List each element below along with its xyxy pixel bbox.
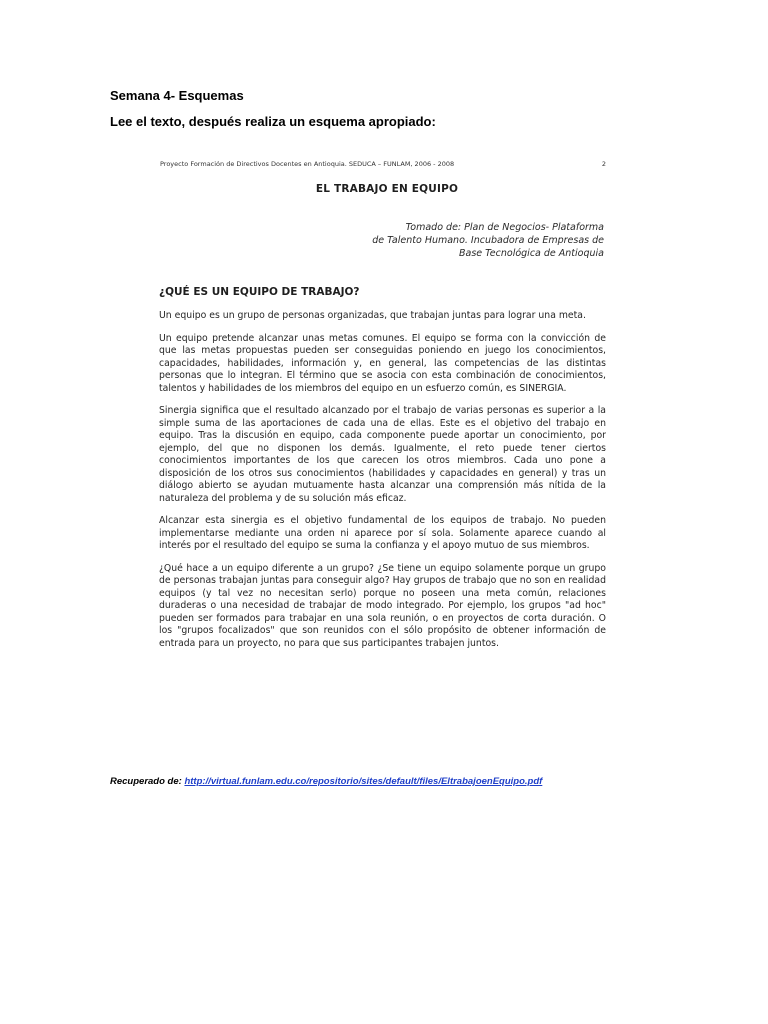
scan-page-number: 2 [601, 160, 606, 168]
citation-label: Recuperado de: [110, 776, 185, 787]
scan-paragraph: Un equipo pretende alcanzar unas metas comunes. El equipo se forma con la convicción de que las metas propuestas pueden ser conseguidas poniendo en juego los conocimientos, capacidades, habilidades, información y, en general, las competencias de las distintas personas que lo integran. El término que se asocia con esta combinación de conocimientos, talentos y habilidades de los miembros del equipo en un esfuerzo común, es SINERGIA. [159, 332, 606, 394]
source-link[interactable]: http://virtual.funlam.edu.co/repositorio/sites/default/files/EltrabajoenEquipo.pdf [184, 776, 543, 787]
scan-subtitle: ¿QUÉ ES UN EQUIPO DE TRABAJO? [159, 286, 360, 298]
scan-paragraph: Un equipo es un grupo de personas organizadas, que trabajan juntas para lograr una meta. [159, 310, 586, 321]
scan-running-header [160, 160, 606, 169]
scan-source-line: de Talento Humano. Incubadora de Empresas de [372, 235, 604, 246]
instruction-text: Lee el texto, después realiza un esquema apropiado: [110, 114, 436, 129]
scan-paragraph: ¿Qué hace a un equipo diferente a un grupo? ¿Se tiene un equipo solamente porque un grupo de personas trabajan juntas para conseguir algo? Hay grupos de trabajo que no son en realidad equipos (y tal vez no necesitan serlo) porque no poseen una meta común, relaciones duraderas o una necesidad de trabajar de modo integrado. Por ejemplo, los grupos "ad hoc" pueden ser formados para trabajar en una sola reunión, o en proyectos de corta duración. O los "grupos focalizados" que son reunidos con el sólo propósito de obtener información de entrada para un proyecto, no para que sus participantes trabajen juntos. [159, 562, 606, 649]
scan-header-text: Proyecto Formación de Directivos Docentes en Antioquia. SEDUCA – FUNLAM, 2006 - 2008 [160, 160, 455, 168]
scan-source-line: Tomado de: Plan de Negocios- Plataforma [405, 222, 604, 233]
scan-source-line: Base Tecnológica de Antioquia [459, 248, 604, 259]
scan-paragraph: Sinergia significa que el resultado alcanzado por el trabajo de varias personas es superior a la simple suma de las aportaciones de cada una de ellas. Este es el objetivo del trabajo en equipo. Tras la discusión en equipo, cada componente puede aportar un conocimiento, por ejemplo, del que no disponen los demás. Igualmente, el reto puede tener ciertos conocimientos importantes de los que carecen los otros miembros. Cada uno pone a disposición de los otros sus conocimientos (habilidades y capacidades en general) y tras un diálogo abierto se ayudan mutuamente hasta alcanzar una comprensión más nítida de la naturaleza del problema y de su solución más eficaz. [159, 405, 606, 504]
scanned-page-image [148, 150, 626, 750]
scan-body [159, 310, 606, 660]
scan-source-citation [372, 221, 604, 260]
scan-paragraph: Alcanzar esta sinergia es el objetivo fundamental de los equipos de trabajo. No pueden implementarse mediante una orden ni aparece por sí sola. Solamente aparece cuando al interés por el resultado del equipo se suma la confianza y el apoyo mutuo de sus miembros. [159, 515, 606, 551]
citation-footer [110, 776, 542, 787]
scan-title: EL TRABAJO EN EQUIPO [315, 183, 459, 195]
document-title: Semana 4- Esquemas [110, 88, 244, 103]
